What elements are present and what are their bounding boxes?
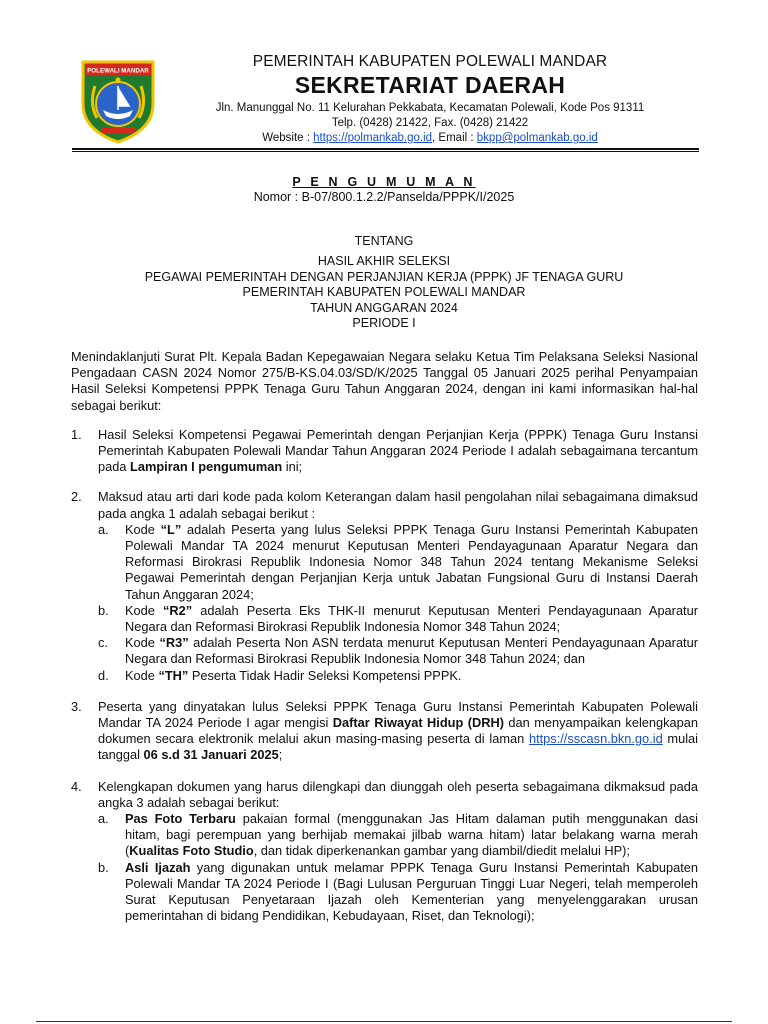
item-tail: ; — [278, 747, 283, 763]
website-label: Website : — [262, 132, 314, 144]
code-label: “L” — [160, 521, 182, 537]
list-item-2 — [71, 489, 698, 683]
sub-item-bold: Pas Foto Terbaru — [125, 811, 236, 827]
polewali-mandar-emblem-icon — [75, 56, 161, 144]
sub-item-pre: Kode — [125, 635, 160, 651]
item-text: Peserta yang dinyatakan lulus Seleksi PPPK Tenaga Guru Instansi Pemerintah Kabupaten Polewali Mandar TA 2024 Periode I agar mengisi — [98, 698, 698, 731]
item-number: 2. — [71, 489, 82, 505]
sub-item-pre: Kode — [125, 602, 163, 618]
sub-item-pre: Kode — [125, 667, 159, 683]
website-link[interactable]: https://polmankab.go.id — [313, 132, 433, 144]
sub-item-b — [98, 860, 698, 925]
subject-line: PEGAWAI PEMERINTAH DENGAN PERJANJIAN KERJA (PPPK) JF TENAGA GURU — [144, 269, 624, 284]
sub-item-letter: d. — [98, 667, 109, 683]
sub-item-text: yang digunakan untuk melamar PPPK Tenaga Guru Instansi Pemerintah Kabupaten Polewali Mandar TA 2024 Periode I (Bagi Lulusan Perguruan Tinggi Luar Negeri, telah memperoleh Surat Keputusan Penyetaraan Ijazah oleh Kementerian yang menyelenggarakan urusan pemerintahan di bidang Pendidikan, Kebudayaan, Riset, dan Teknologi); — [125, 859, 698, 924]
sub-item-letter: c. — [98, 635, 108, 651]
letterhead-divider-thin — [72, 151, 699, 152]
code-label: “TH” — [158, 667, 189, 683]
sub-item-letter: b. — [98, 602, 109, 618]
footer-divider — [36, 1021, 732, 1022]
sub-item-d — [98, 668, 698, 684]
subject-line: PEMERINTAH KABUPATEN POLEWALI MANDAR — [242, 285, 526, 299]
item-text-2: dan menyampaikan kelengkapan dokumen secara elektronik melalui akun masing-masing peserta di laman — [98, 715, 698, 747]
list-item-3 — [71, 699, 698, 764]
sub-item-letter: b. — [98, 859, 109, 875]
about-label: TENTANG — [354, 234, 414, 248]
sub-item-letter: a. — [98, 521, 109, 537]
item-number: 3. — [71, 698, 82, 714]
letterhead — [180, 52, 680, 146]
subject-block — [0, 254, 768, 332]
office-address: Jln. Manunggal No. 11 Kelurahan Pekkabata, Kecamatan Polewali, Kode Pos 91311 — [215, 102, 645, 114]
svg-text:POLEWALI MANDAR: POLEWALI MANDAR — [87, 67, 149, 75]
item-bold: Daftar Riwayat Hidup (DRH) — [332, 715, 504, 731]
item-text: Kelengkapan dokumen yang harus dilengkapi dan diunggah oleh peserta sebagaimana dikmaksud pada angka 3 adalah sebagai berikut: — [98, 778, 698, 810]
announcement-number: Nomor : B-07/800.1.2.2/Panselda/PPPK/I/2025 — [253, 190, 515, 204]
sub-item-text: Peserta Tidak Hadir Seleksi Kompetensi PPPK. — [188, 667, 462, 683]
letterhead-divider — [72, 148, 699, 150]
code-label: “R3” — [159, 635, 189, 651]
list-item-1 — [71, 427, 698, 476]
government-name: PEMERINTAH KABUPATEN POLEWALI MANDAR — [252, 53, 608, 70]
subject-line: PERIODE I — [352, 316, 416, 330]
sub-item-pre: Kode — [125, 521, 161, 537]
sub-item-a — [98, 811, 698, 860]
item-text: Maksud atau arti dari kode pada kolom Keterangan dalam hasil pengolahan nilai sebagaimana dimaksud pada angka 1 adalah sebagai berikut : — [98, 489, 698, 521]
sub-item-text: pakaian formal (menggunakan Jas Hitam dalaman putih menggunakan dasi hitam, bagi perempuan yang berhijab memakai jilbab warna hitam) latar belakang warna merah ( — [125, 811, 698, 859]
office-name: SEKRETARIAT DAERAH — [294, 72, 566, 98]
date-range: 06 s.d 31 Januari 2025 — [143, 747, 279, 763]
sub-item-bold-2: Kualitas Foto Studio — [129, 843, 254, 859]
office-phone: Telp. (0428) 21422, Fax. (0428) 21422 — [331, 117, 529, 129]
sub-item-a — [98, 522, 698, 603]
announcement-title: P E N G U M U M A N — [292, 175, 476, 189]
item-tail: ini; — [282, 459, 303, 475]
sub-item-text: adalah Peserta yang lulus Seleksi PPPK Tenaga Guru Instansi Pemerintah Kabupaten Polewali Mandar TA 2024 menurut Keputusan Menteri Pendayagunaan Aparatur Negara dan Reformasi Birokrasi Republik Indonesia Nomor 348 Tahun 2024 tentang Mekanisme Seleksi Pegawai Pemerintah dengan Perjanjian Kerja untuk Jabatan Fungsional Guru di Instansi Daerah Tahun Anggaran 2024; — [125, 521, 698, 602]
item-bold: Lampiran I pengumuman — [130, 459, 283, 475]
code-label: “R2” — [162, 602, 193, 618]
sub-item-c — [98, 635, 698, 667]
item-text-3: mulai tanggal — [98, 731, 698, 763]
list-item-4 — [71, 779, 698, 925]
item-number: 1. — [71, 426, 82, 442]
sub-item-text: adalah Peserta Non ASN terdata menurut Keputusan Menteri Pendayagunaan Aparatur Negara dan Reformasi Birokrasi Republik Indonesia Nomor 348 Tahun 2024; dan — [125, 635, 698, 667]
subject-line: HASIL AKHIR SELEKSI — [317, 254, 451, 268]
sub-item-letter: a. — [98, 811, 109, 827]
sub-item-tail: , dan tidak diperkenankan gambar yang diambil/diedit melalui HP); — [253, 843, 630, 859]
item-number: 4. — [71, 778, 82, 794]
email-link[interactable]: bkpp@polmankab.go.id — [476, 132, 598, 144]
sscasn-link[interactable]: https://sscasn.bkn.go.id — [528, 731, 663, 747]
email-label: , Email : — [432, 132, 477, 144]
contact-line — [180, 131, 680, 146]
announcement-body — [71, 349, 698, 925]
subject-line: TAHUN ANGGARAN 2024 — [310, 300, 458, 315]
intro-paragraph: Menindaklanjuti Surat Plt. Kepala Badan Kepegawaian Negara selaku Ketua Tim Pelaksana Seleksi Nasional Pengadaan CASN 2024 Nomor 275/B-KS.04.03/SD/K/2025 Tanggal 05 Januari 2025 perihal Penyampaian Hasil Seleksi Kompetensi PPPK Tenaga Guru Tahun Anggaran 2024, dengan ini kami informasikan hal-hal sebagai berikut: — [71, 349, 698, 413]
sub-item-text: adalah Peserta Eks THK-II menurut Keputusan Menteri Pendayagunaan Aparatur Negara dan Reformasi Birokrasi Republik Indonesia Nomor 348 Tahun 2024; — [125, 602, 698, 635]
sub-item-b — [98, 603, 698, 635]
item-text: Hasil Seleksi Kompetensi Pegawai Pemerintah dengan Perjanjian Kerja (PPPK) Tenaga Guru Instansi Pemerintah Kabupaten Polewali Mandar Tahun Anggaran 2024 Periode I adalah sebagaimana tercantum pada — [98, 426, 698, 475]
sub-item-bold: Asli Ijazah — [125, 859, 191, 875]
